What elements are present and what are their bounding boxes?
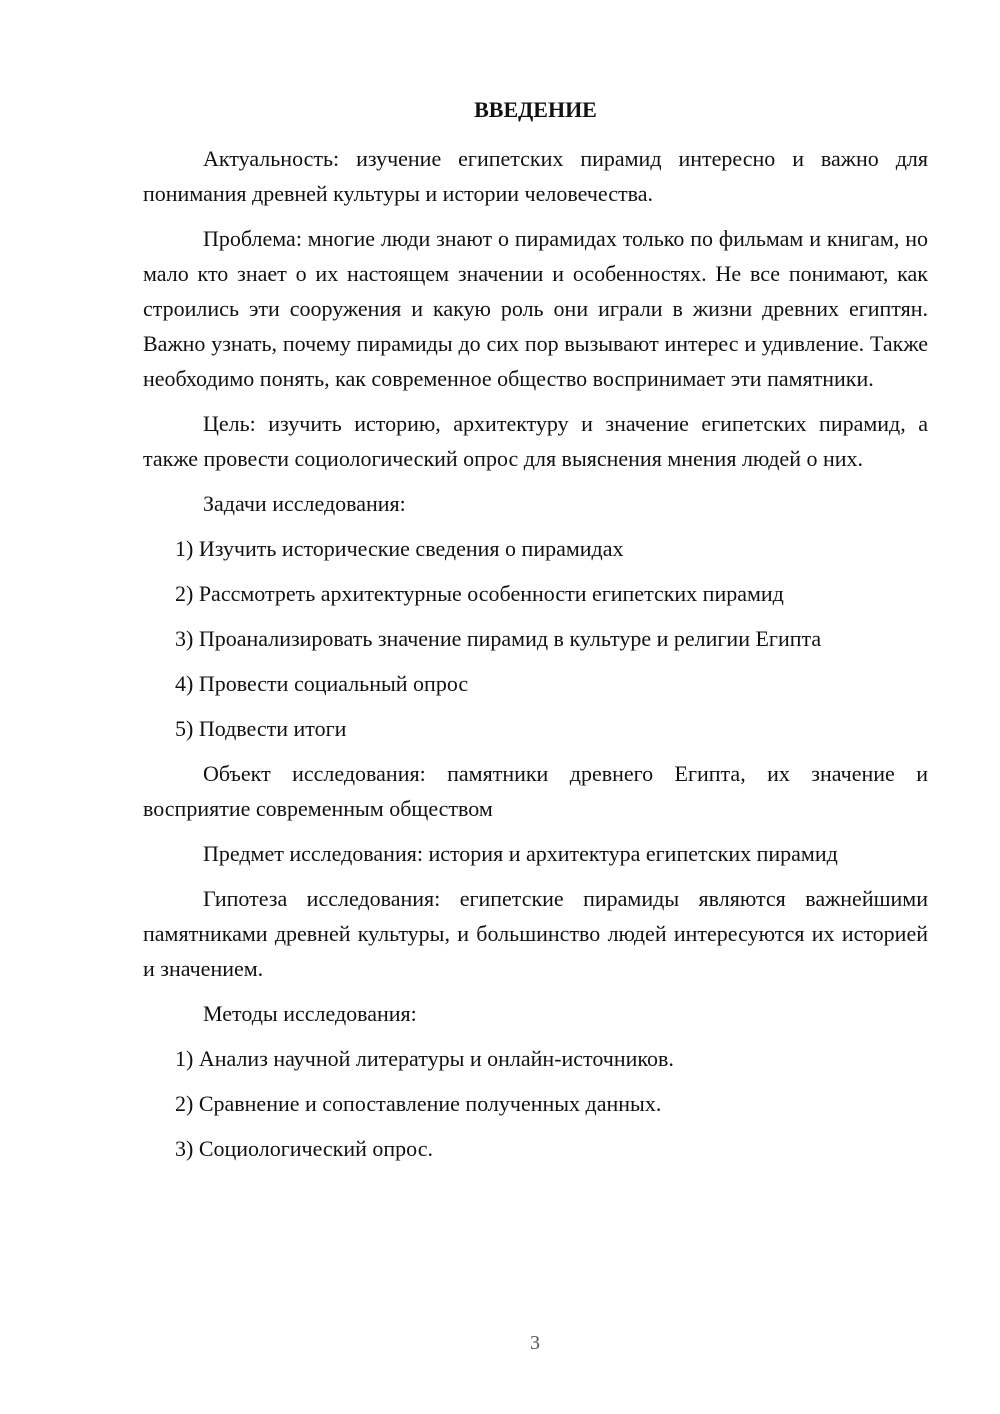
list-item: 1) Изучить исторические сведения о пирамидах [175,536,624,561]
list-item: 5) Подвести итоги [175,716,347,741]
goal-paragraph: Цель: изучить историю, архитектуру и значение египетских пирамид, а также провести социологический опрос для выяснения мнения людей о них. [143,411,928,471]
relevance-paragraph: Актуальность: изучение египетских пирамид интересно и важно для понимания древней культуры и истории человечества. [143,146,928,206]
object-paragraph: Объект исследования: памятники древнего Египта, их значение и восприятие современным обществом [143,761,928,821]
methods-heading: Методы исследования: [203,1001,417,1026]
list-item: 2) Сравнение и сопоставление полученных данных. [175,1091,662,1116]
list-item: 3) Проанализировать значение пирамид в культуре и религии Египта [175,626,822,651]
problem-paragraph: Проблема: многие люди знают о пирамидах только по фильмам и книгам, но мало кто знает о их настоящем значении и особенностях. Не все понимают, как строились эти сооружения и какую роль они играли в жизни древних египтян. Важно узнать, почему пирамиды до сих пор вызывают интерес и удивление. Также необходимо понять, как современное общество воспринимает эти памятники. [143,226,928,391]
tasks-list [143,531,928,746]
list-item: 3) Социологический опрос. [175,1136,433,1161]
list-item: 2) Рассмотреть архитектурные особенности египетских пирамид [175,581,784,606]
hypothesis-paragraph: Гипотеза исследования: египетские пирамиды являются важнейшими памятниками древней культуры, и большинство людей интересуются их историей и значением. [143,886,928,981]
document-page [143,92,928,1176]
section-title: ВВЕДЕНИЕ [474,97,597,122]
page-number: 3 [530,1332,540,1354]
tasks-heading: Задачи исследования: [203,491,406,516]
methods-list [143,1041,928,1166]
list-item: 1) Анализ научной литературы и онлайн-источников. [175,1046,674,1071]
list-item: 4) Провести социальный опрос [175,671,469,696]
subject-paragraph: Предмет исследования: история и архитектура египетских пирамид [203,841,838,866]
